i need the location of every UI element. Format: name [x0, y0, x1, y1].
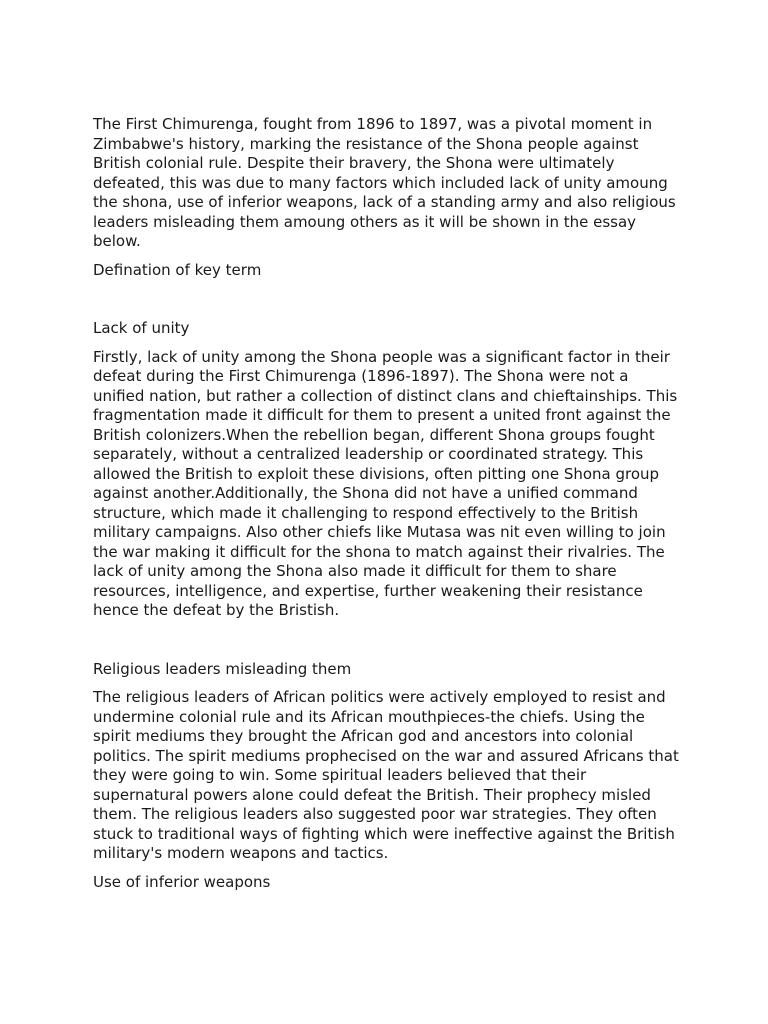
- document-body: [93, 115, 683, 901]
- paragraph-lack-of-unity: Firstly, lack of unity among the Shona people was a significant factor in their defeat during the First Chimurenga (1896-1897). The Shona were not a unified nation, but rather a collection of distinct clans and chieftainships. This fragmentation made it difficult for them to present a united front against the British colonizers.When the rebellion began, different Shona groups fought separately, without a centralized leadership or coordinated strategy. This allowed the British to exploit these divisions, often pitting one Shona group against another.Additionally, the Shona did not have a unified command structure, which made it challenging to respond effectively to the British military campaigns. Also other chiefs like Mutasa was nit even willing to join the war making it difficult for the shona to match against their rivalries. The lack of unity among the Shona also made it difficult for them to share resources, intelligence, and expertise, further weakening their resistance hence the defeat by the Bristish.: [93, 347, 678, 619]
- heading-lack-of-unity: Lack of unity: [93, 319, 190, 337]
- intro-paragraph: The First Chimurenga, fought from 1896 to 1897, was a pivotal moment in Zimbabwe's history, marking the resistance of the Shona people against British colonial rule. Despite their bravery, the Shona were ultimately defeated, this was due to many factors which included lack of unity amoung the shona, use of inferior weapons, lack of a standing army and also religious leaders misleading them amoung others as it will be shown in the essay below.: [93, 115, 676, 250]
- heading-inferior-weapons: Use of inferior weapons: [93, 872, 271, 891]
- heading-religious-leaders: Religious leaders misleading them: [93, 659, 352, 678]
- heading-definition: Defination of key term: [93, 260, 262, 279]
- paragraph-religious-leaders: The religious leaders of African politics were actively employed to resist and undermine colonial rule and its African mouthpieces-the chiefs. Using the spirit mediums they brought the African god and ancestors into colonial politics. The spirit mediums prophecised on the war and assured Africans that they were going to win. Some spiritual leaders believed that their supernatural powers alone could defeat the British. Their prophecy misled them. The religious leaders also suggested poor war strategies. They often stuck to traditional ways of fighting which were ineffective against the British military's modern weapons and tactics.: [93, 688, 679, 862]
